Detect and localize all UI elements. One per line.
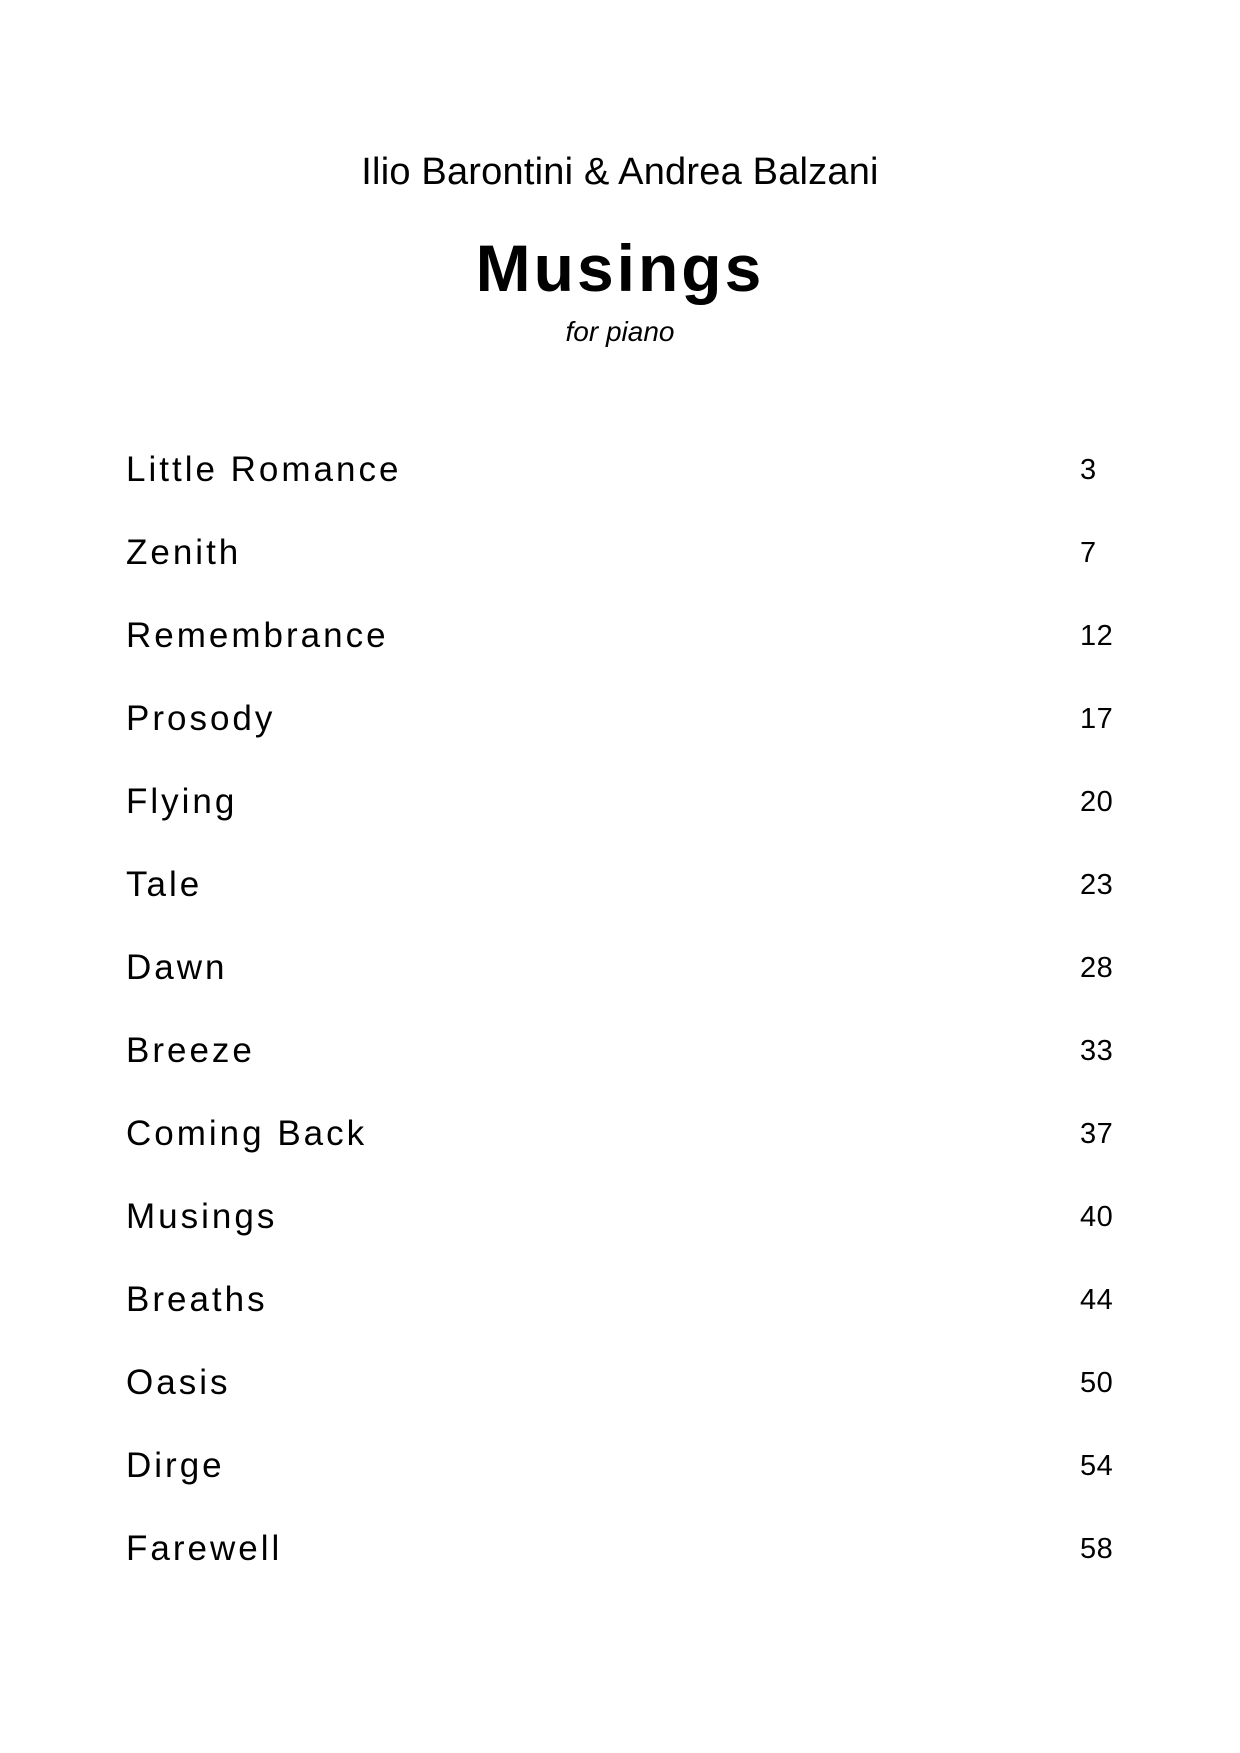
toc-entry-title: Tale — [126, 865, 203, 904]
document-subtitle: for piano — [565, 316, 675, 347]
toc-entry-page: 37 — [1080, 1118, 1114, 1150]
toc-entry — [126, 1187, 1116, 1270]
table-of-contents — [126, 440, 1116, 1602]
toc-entry — [126, 689, 1116, 772]
toc-entry-page: 58 — [1080, 1533, 1114, 1565]
toc-entry-page: 3 — [1080, 454, 1097, 486]
toc-entry-page: 7 — [1080, 537, 1097, 569]
toc-entry — [126, 1436, 1116, 1519]
toc-entry-title: Little Romance — [126, 450, 402, 489]
toc-entry-title: Breeze — [126, 1031, 255, 1070]
toc-entry-page: 54 — [1080, 1450, 1114, 1482]
toc-entry-page: 12 — [1080, 620, 1114, 652]
toc-entry — [126, 938, 1116, 1021]
toc-entry — [126, 606, 1116, 689]
toc-entry-page: 40 — [1080, 1201, 1114, 1233]
authors: Ilio Barontini & Andrea Balzani — [361, 151, 879, 193]
toc-entry-title: Flying — [126, 782, 238, 821]
toc-entry-title: Farewell — [126, 1529, 283, 1568]
toc-entry-page: 44 — [1080, 1284, 1114, 1316]
toc-entry — [126, 440, 1116, 523]
toc-entry-page: 17 — [1080, 703, 1114, 735]
toc-entry-page: 20 — [1080, 786, 1114, 818]
toc-entry-title: Prosody — [126, 699, 276, 738]
toc-entry-page: 50 — [1080, 1367, 1114, 1399]
toc-entry — [126, 855, 1116, 938]
toc-entry — [126, 1104, 1116, 1187]
toc-entry — [126, 1270, 1116, 1353]
toc-entry-page: 33 — [1080, 1035, 1114, 1067]
document-title: Musings — [475, 231, 765, 305]
toc-entry-title: Remembrance — [126, 616, 389, 655]
toc-entry-title: Dirge — [126, 1446, 225, 1485]
toc-entry-title: Dawn — [126, 948, 228, 987]
toc-entry — [126, 1353, 1116, 1436]
toc-entry-title: Zenith — [126, 533, 242, 572]
toc-entry — [126, 523, 1116, 606]
toc-entry-title: Breaths — [126, 1280, 268, 1319]
toc-entry — [126, 772, 1116, 855]
toc-entry-title: Oasis — [126, 1363, 231, 1402]
toc-entry — [126, 1519, 1116, 1602]
toc-entry-page: 28 — [1080, 952, 1114, 984]
toc-entry — [126, 1021, 1116, 1104]
toc-entry-title: Coming Back — [126, 1114, 368, 1153]
toc-entry-title: Musings — [126, 1197, 278, 1236]
toc-entry-page: 23 — [1080, 869, 1114, 901]
